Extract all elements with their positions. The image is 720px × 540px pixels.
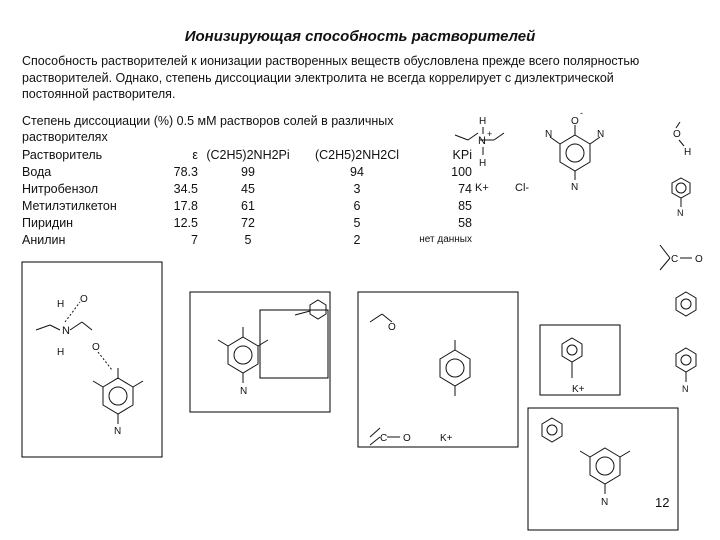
n-atom: N	[601, 497, 609, 508]
n-atom: N	[545, 129, 553, 140]
charge-plus: +	[487, 129, 493, 139]
h-atom: H	[57, 347, 65, 358]
cell-epsilon: 7	[191, 232, 198, 247]
header-salt2: (C2H5)2NH2Cl	[314, 147, 400, 162]
n-atom: N	[677, 208, 684, 218]
k-plus-label: K+	[475, 182, 489, 194]
cell-salt2: 6	[353, 198, 361, 213]
water-structure	[673, 122, 691, 158]
o-atom: O	[80, 294, 88, 305]
cell-epsilon: 78.3	[173, 164, 198, 179]
cell-salt3: нет данных	[419, 234, 472, 245]
o-atom: O	[92, 342, 100, 353]
cell-epsilon: 34.5	[173, 181, 198, 196]
cell-epsilon: 12.5	[173, 215, 198, 230]
header-salt3: KPi	[452, 147, 472, 162]
cell-salt2: 94	[350, 164, 364, 179]
cell-solvent: Анилин	[22, 232, 66, 247]
picrate-anion-structure	[545, 108, 604, 193]
nitrobenzene-structure	[672, 178, 690, 218]
o-atom: O	[403, 433, 411, 444]
cell-salt1: 99	[241, 164, 255, 179]
cl-minus-label: Cl-	[515, 182, 530, 194]
h-atom: H	[57, 299, 65, 310]
diethylammonium-structure	[455, 116, 504, 169]
cell-salt3: 74	[458, 181, 472, 196]
n-atom: N	[597, 129, 605, 140]
cell-salt1: 61	[241, 198, 255, 213]
ammonium-picrate-water-panel	[22, 262, 162, 457]
k-plus-label: K+	[572, 384, 585, 395]
picrate-nitrobenzene-panel	[190, 292, 330, 412]
ketone-picrate-panel	[358, 292, 518, 447]
charge-minus: -	[580, 108, 583, 118]
cell-salt1: 45	[241, 181, 255, 196]
cell-salt1: 72	[241, 215, 255, 230]
cell-solvent: Метилэтилкетон	[22, 198, 117, 213]
cell-salt3: 100	[451, 164, 472, 179]
h-atom: H	[479, 158, 487, 169]
cell-solvent: Вода	[22, 164, 52, 179]
header-solvent: Растворитель	[22, 147, 103, 162]
n-atom: N	[240, 386, 248, 397]
c-atom: C	[380, 433, 388, 444]
cell-salt2: 5	[353, 215, 361, 230]
pyridine-structure	[676, 292, 696, 316]
intro-paragraph: Способность растворителей к ионизации растворенных веществ обусловлена прежде всего полярностью растворителей. Однако, степень диссоциации электролита не всегда коррелирует с диэлектрической постоянной растворителя.	[22, 54, 640, 101]
cell-salt2: 2	[353, 232, 361, 247]
header-salt1: (C2H5)2NH2Pi	[206, 147, 290, 162]
slide-title: Ионизирующая способность растворителей	[184, 28, 536, 45]
o-atom: O	[673, 129, 681, 140]
cell-solvent: Пиридин	[22, 215, 74, 230]
h-atom: H	[479, 116, 487, 127]
k-plus-label: K+	[440, 433, 453, 444]
o-atom: O	[695, 254, 703, 265]
aniline-structure	[676, 348, 696, 394]
c-atom: C	[671, 254, 679, 265]
table-caption: Степень диссоциации (%) 0.5 мМ растворов солей в различных растворителях	[22, 114, 394, 144]
n-atom: N	[682, 384, 689, 394]
header-epsilon: ε	[192, 147, 198, 162]
pyridine-k-panel	[540, 325, 620, 395]
ketone-structure	[660, 245, 703, 270]
aniline-picrate-panel	[528, 408, 678, 530]
cell-salt3: 85	[458, 198, 472, 213]
n-atom: N	[114, 426, 122, 437]
n-atom: N	[62, 325, 70, 337]
cell-salt1: 5	[244, 232, 252, 247]
page-number: 12	[655, 495, 670, 510]
cell-salt3: 58	[458, 215, 472, 230]
o-atom: O	[388, 322, 396, 333]
n-atom: N	[571, 182, 579, 193]
cell-epsilon: 17.8	[173, 198, 198, 213]
o-atom: O	[571, 116, 579, 127]
cell-salt2: 3	[353, 181, 361, 196]
h-atom: H	[684, 147, 692, 158]
cell-solvent: Нитробензол	[22, 181, 99, 196]
n-atom: N	[478, 135, 486, 147]
